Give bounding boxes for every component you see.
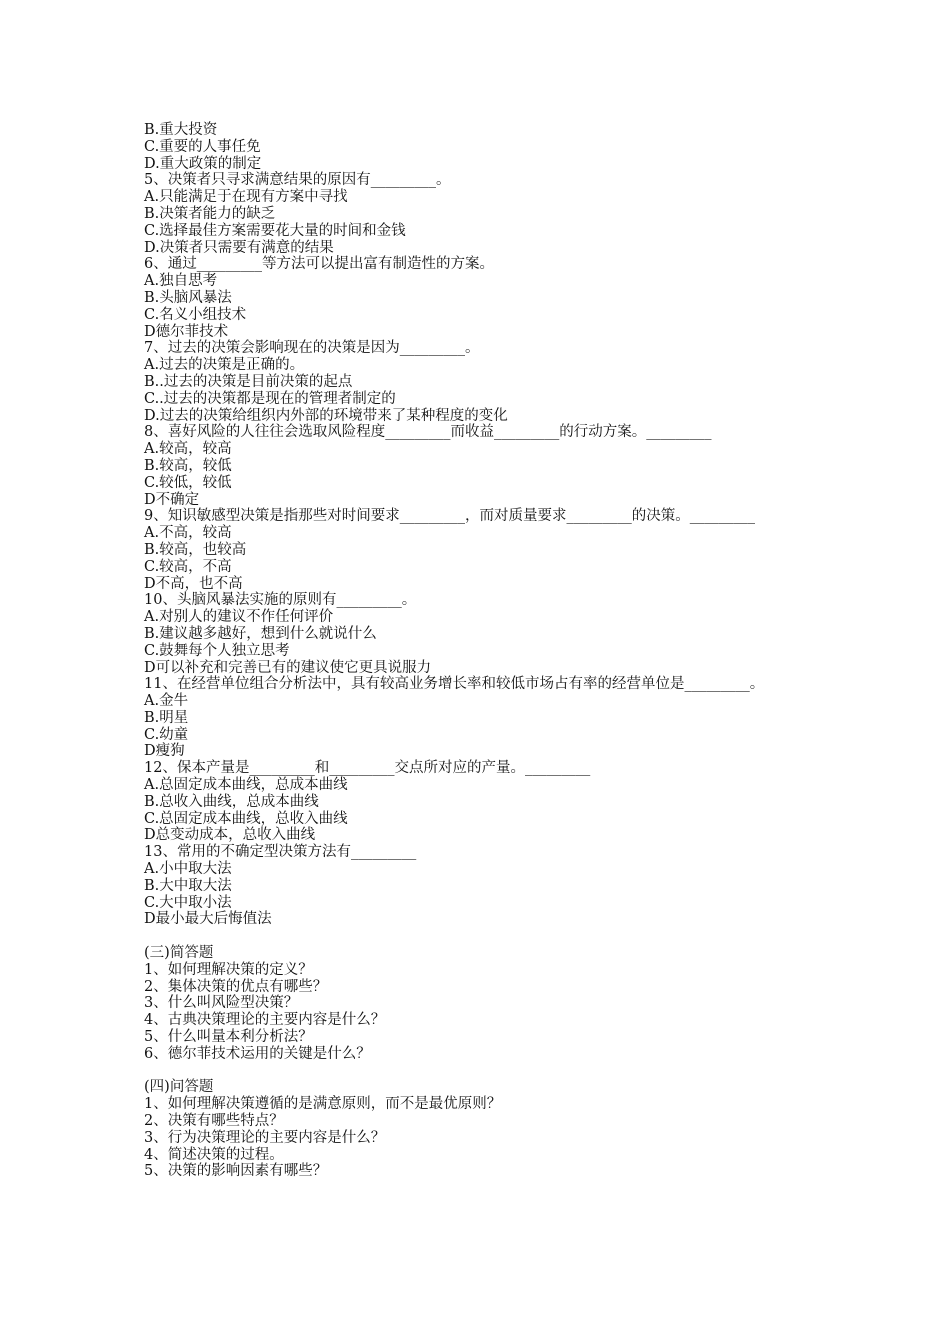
question-line: A.只能满足于在现有方案中寻找 <box>144 189 348 206</box>
essay-item: 3、行为决策理论的主要内容是什么？ <box>144 1129 386 1146</box>
short-answer-list <box>144 962 810 1063</box>
question-line: B..过去的决策是目前决策的起点 <box>144 373 353 390</box>
question-line: D.决策者只需要有满意的结果 <box>144 239 334 256</box>
question-line: D.重大政策的制定 <box>144 155 262 172</box>
short-answer-item: 5、什么叫量本利分析法？ <box>144 1029 313 1046</box>
question-line: C.幼童 <box>144 726 189 743</box>
question-line: D瘦狗 <box>144 743 185 760</box>
question-line: B.较高，也较高 <box>144 541 247 558</box>
question-line: D德尔菲技术 <box>144 323 229 340</box>
question-line: B.决策者能力的缺乏 <box>144 205 276 222</box>
question-line: B.建议越多越好，想到什么就说什么 <box>144 625 377 642</box>
question-line: C.名义小组技术 <box>144 306 247 323</box>
question-11: 11、在经营单位组合分析法中，具有较高业务增长率和较低市场占有率的经营单位是_________。 <box>144 676 765 693</box>
question-line: A.独自思考 <box>144 273 218 290</box>
question-line: B.总收入曲线，总成本曲线 <box>144 793 319 810</box>
question-line: A.总固定成本曲线，总成本曲线 <box>144 777 348 794</box>
question-line: D总变动成本，总收入曲线 <box>144 827 316 844</box>
short-answer-heading: (三)简答题 <box>144 945 214 962</box>
essay-item: 5、决策的影响因素有哪些？ <box>144 1163 328 1180</box>
question-9: 9、知识敏感型决策是指那些对时间要求_________，而对质量要求_________的决策。_________ <box>144 508 755 525</box>
question-line: A.对别人的建议不作任何评价 <box>144 609 334 626</box>
question-line: C..过去的决策都是现在的管理者制定的 <box>144 390 396 407</box>
question-line: 13、常用的不确定型决策方法有_________ <box>144 844 417 861</box>
short-answer-item: 3、什么叫风险型决策？ <box>144 995 299 1012</box>
question-line: B.头脑风暴法 <box>144 289 232 306</box>
essay-list <box>144 1096 810 1180</box>
short-answer-item: 2、集体决策的优点有哪些？ <box>144 978 328 995</box>
question-line: 12、保本产量是_________和_________交点所对应的产量。_________ <box>144 760 591 777</box>
multiple-choice-block-2 <box>144 525 810 676</box>
question-line: 6、通过_________等方法可以提出富有制造性的方案。 <box>144 256 494 273</box>
question-line: 8、喜好风险的人往往会选取风险程度_________而收益_________的行动方案。_________ <box>144 424 712 441</box>
question-line: A.金牛 <box>144 693 189 710</box>
essay-heading: (四)问答题 <box>144 1079 214 1096</box>
essay-item: 2、决策有哪些特点？ <box>144 1113 284 1130</box>
question-line: D最小最大后悔值法 <box>144 911 272 928</box>
question-line: 10、头脑风暴法实施的原则有_________。 <box>144 592 417 609</box>
question-line: A.较高，较高 <box>144 441 232 458</box>
short-answer-item: 6、德尔菲技术运用的关键是什么？ <box>144 1045 371 1062</box>
multiple-choice-block-1 <box>144 122 810 508</box>
question-line: D不确定 <box>144 491 200 508</box>
short-answer-item: 1、如何理解决策的定义？ <box>144 961 313 978</box>
question-line: 5、决策者只寻求满意结果的原因有_________。 <box>144 172 451 189</box>
question-line: D可以补充和完善已有的建议使它更具说服力 <box>144 659 432 676</box>
question-line: C.鼓舞每个人独立思考 <box>144 642 290 659</box>
essay-item: 4、简述决策的过程。 <box>144 1146 284 1163</box>
document-page <box>144 122 810 1180</box>
question-line: C.总固定成本曲线，总收入曲线 <box>144 810 348 827</box>
question-line: D.过去的决策给组织内外部的环境带来了某种程度的变化 <box>144 407 508 424</box>
question-line: C.较低，较低 <box>144 474 232 491</box>
section-gap <box>144 1063 810 1080</box>
question-line: D不高，也不高 <box>144 575 243 592</box>
question-line: B.大中取大法 <box>144 877 232 894</box>
essay-item: 1、如何理解决策遵循的是满意原则，而不是最优原则？ <box>144 1096 502 1113</box>
short-answer-item: 4、古典决策理论的主要内容是什么？ <box>144 1012 386 1029</box>
question-line: C.大中取小法 <box>144 894 232 911</box>
question-line: B.重大投资 <box>144 122 218 138</box>
question-line: C.重要的人事任免 <box>144 138 261 155</box>
question-line: B.明星 <box>144 709 189 726</box>
multiple-choice-block-3 <box>144 693 810 928</box>
section-gap <box>144 928 810 945</box>
question-line: C.选择最佳方案需要花大量的时间和金钱 <box>144 222 406 239</box>
question-line: A.过去的决策是正确的。 <box>144 357 305 374</box>
question-line: B.较高，较低 <box>144 457 232 474</box>
question-line: 7、过去的决策会影响现在的决策是因为_________。 <box>144 340 480 357</box>
question-line: C.较高，不高 <box>144 558 232 575</box>
question-line: A.不高，较高 <box>144 525 232 542</box>
question-line: A.小中取大法 <box>144 861 232 878</box>
